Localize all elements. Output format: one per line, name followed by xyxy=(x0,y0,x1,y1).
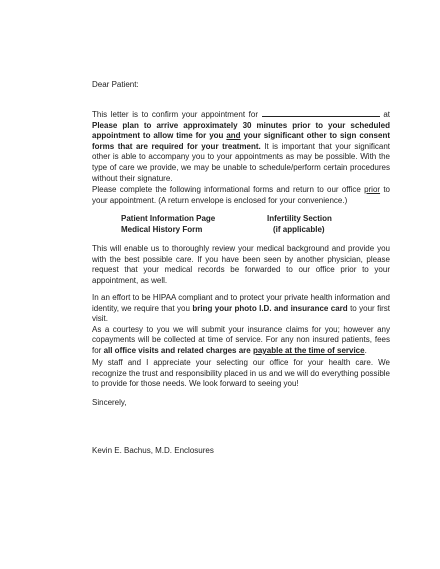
p4-bold-e: all office visits and related charges are xyxy=(103,345,253,355)
forms-list xyxy=(121,214,361,235)
p4-underline-payable: payable at the time of service xyxy=(252,345,365,355)
appointment-date-blank xyxy=(262,109,380,117)
p1-text-b: at xyxy=(379,110,390,119)
form-patient-information: Patient Information Page xyxy=(121,214,216,223)
p4-text-c: to your first visit. xyxy=(92,303,390,324)
p2-underline-prior: prior xyxy=(364,185,381,194)
paragraph-forms xyxy=(92,185,390,206)
form-infertility-section: Infertility Section xyxy=(267,214,332,223)
p4-text-a: In an effort to be HIPAA compliant and to protect your private health information and identity, we require that you xyxy=(92,293,390,313)
p1-underline-and: and xyxy=(226,131,241,141)
paragraph-appointment xyxy=(92,109,390,184)
closing: Sincerely, xyxy=(92,398,127,407)
p1-bold-c: Please plan to arrive approximately 30 minutes prior to your scheduled appointment to allow time for you xyxy=(92,120,390,141)
form-medical-history: Medical History Form xyxy=(121,224,203,234)
p1-bold-e: your significant other to sign consent forms that are required for your treatment. xyxy=(92,131,391,151)
p2-text-c: to your appointment. (A return envelope is enclosed for your convenience.) xyxy=(92,185,390,205)
signature: Kevin E. Bachus, M.D. Enclosures xyxy=(92,446,214,455)
paragraph-hipaa xyxy=(92,293,390,357)
p4-text-g: . xyxy=(364,345,367,355)
paragraph-closing-remarks: My staff and I appreciate your selecting our office for your health care. We recognize the trust and responsibility placed in us and we will do everything possible to provide for those needs. We look forward to seeing you! xyxy=(92,358,390,389)
salutation: Dear Patient: xyxy=(92,80,139,89)
p1-text-f: It is important that your significant other is able to accompany you to your appointments as may be possible. With the type of care we provide, we may be unable to schedule/perform certain procedures without their signature. xyxy=(92,141,390,183)
p4-bold-photo-id: bring your photo I.D. and insurance card xyxy=(192,303,348,313)
p1-text-a: This letter is to confirm your appointment for xyxy=(92,110,262,119)
p2-text-a: Please complete the following informational forms and return to our office xyxy=(92,185,365,194)
form-if-applicable: (if applicable) xyxy=(273,224,325,234)
paragraph-records: This will enable us to thoroughly review your medical background and provide you with the best possible care. If you have been seen by another physician, please request that your medical records be forwarded to our office prior to your appointment, as well. xyxy=(92,244,390,285)
p4-text-d: As a courtesy to you we will submit your insurance claims for you; however any copayments will be collected at time of service. For any non insured patients, fees for xyxy=(92,324,390,355)
